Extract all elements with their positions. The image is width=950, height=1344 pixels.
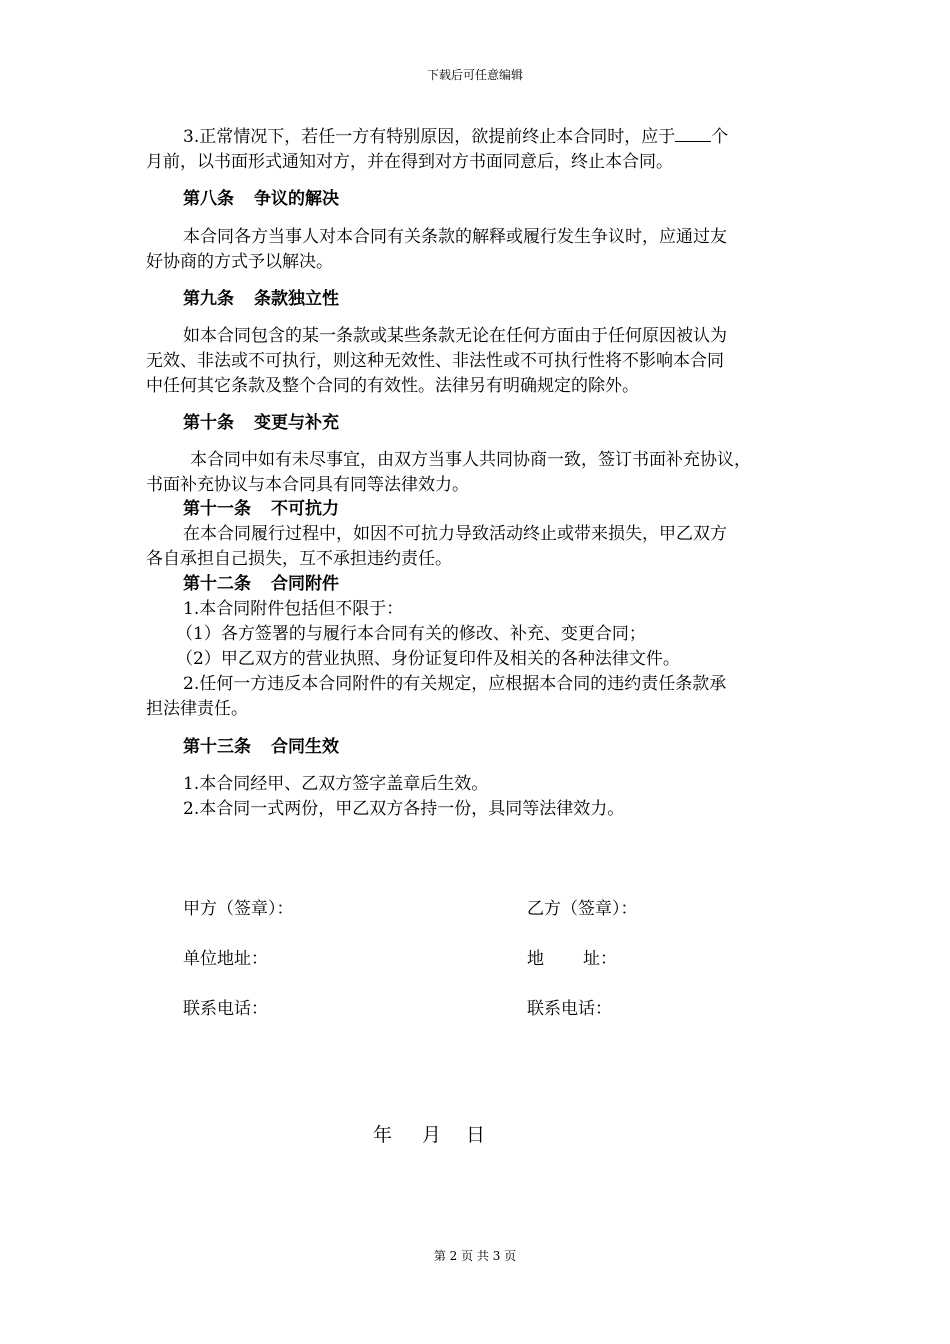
page-header: 下载后可任意编辑 — [426, 68, 523, 82]
article-12-heading: 第十二条 合同附件 — [183, 574, 339, 594]
article-9-heading: 第九条 条款独立性 — [183, 289, 339, 309]
article-11-line-2: 各自承担自己损失，互不承担违约责任。 — [146, 549, 452, 569]
party-a-signature-label: 甲方（签章）： — [183, 899, 294, 919]
article-9-line-3: 中任何其它条款及整个合同的有效性。法律另有明确规定的除外。 — [146, 376, 639, 396]
article-12-line-3: （2）甲乙双方的营业执照、身份证复印件及相关的各种法律文件。 — [176, 649, 680, 669]
party-a-address-label: 单位地址： — [183, 949, 268, 969]
article-12-line-4: 2.任何一方违反本合同附件的有关规定，应根据本合同的违约责任条款承 — [183, 674, 727, 694]
article-8-heading: 第八条 争议的解决 — [183, 189, 339, 209]
date-month: 月 — [422, 1124, 442, 1146]
termination-line-1: 3.正常情况下，若任一方有特别原因，欲提前终止本合同时，应于 — [183, 127, 676, 147]
article-8-line-1: 本合同各方当事人对本合同有关条款的解释或履行发生争议时，应通过友 — [183, 227, 727, 247]
date-day: 日 — [466, 1124, 486, 1146]
party-b-signature-label: 乙方（签章）： — [527, 899, 638, 919]
article-13-heading: 第十三条 合同生效 — [183, 737, 339, 757]
article-12-line-5: 担法律责任。 — [146, 699, 248, 719]
article-8-line-2: 好协商的方式予以解决。 — [146, 252, 333, 272]
article-9-line-1: 如本合同包含的某一条款或某些条款无论在任何方面由于任何原因被认为 — [183, 326, 727, 346]
date-year: 年 — [373, 1124, 393, 1146]
article-13-line-2: 2.本合同一式两份，甲乙双方各持一份，具同等法律效力。 — [183, 799, 625, 819]
signing-date — [373, 1120, 485, 1147]
page-footer: 第 2 页 共 3 页 — [433, 1249, 517, 1263]
paragraph-termination: 3.正常情况下，若任一方有特别原因，欲提前终止本合同时，应于 个 — [183, 127, 729, 147]
blank-months-field[interactable] — [675, 126, 711, 142]
article-13-line-1: 1.本合同经甲、乙双方签字盖章后生效。 — [183, 774, 489, 794]
party-a-phone-label: 联系电话： — [183, 999, 268, 1019]
party-b-address-label: 地 址： — [527, 949, 617, 969]
article-12-line-1: 1.本合同附件包括但不限于： — [183, 599, 404, 619]
article-11-heading: 第十一条 不可抗力 — [183, 499, 339, 519]
article-12-line-2: （1）各方签署的与履行本合同有关的修改、补充、变更合同； — [176, 624, 646, 644]
termination-line-2: 月前，以书面形式通知对方，并在得到对方书面同意后，终止本合同。 — [146, 152, 673, 172]
article-9-line-2: 无效、非法或不可执行，则这种无效性、非法性或不可执行性将不影响本合同 — [146, 351, 724, 371]
article-10-heading: 第十条 变更与补充 — [183, 413, 339, 433]
article-10-line-2: 书面补充协议与本合同具有同等法律效力。 — [146, 475, 469, 495]
article-10-line-1: 本合同中如有未尽事宜，由双方当事人共同协商一致，签订书面补充协议， — [190, 450, 751, 470]
party-b-phone-label: 联系电话： — [527, 999, 612, 1019]
article-11-line-1: 在本合同履行过程中，如因不可抗力导致活动终止或带来损失，甲乙双方 — [183, 524, 727, 544]
